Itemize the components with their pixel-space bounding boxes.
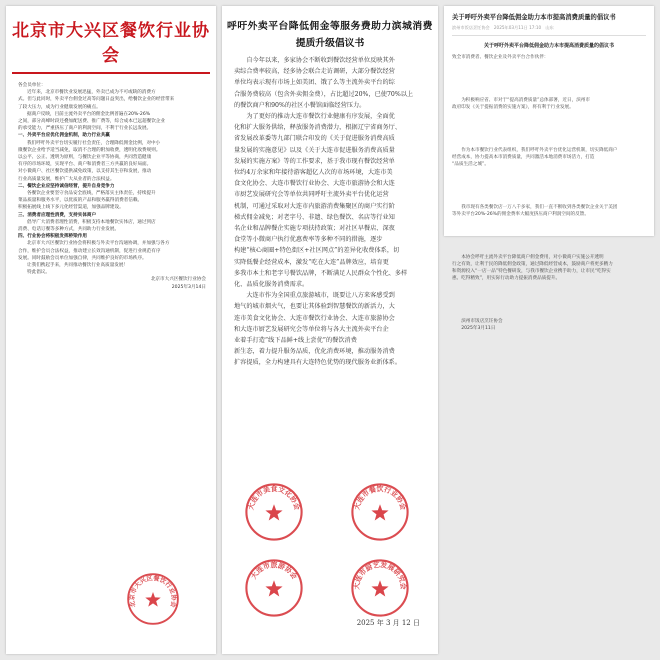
doc3-body xyxy=(444,54,654,332)
svg-text:大连市美食文化协会: 大连市美食文化协会 xyxy=(246,485,302,511)
doc1-section-heading: 四、行业协会将积极发挥桥梁作用 xyxy=(18,234,87,240)
doc1-text-line: 微餐饮企业给予适当减免，取消不合理的附加收费，透明化收费规则。 xyxy=(18,147,161,153)
doc1-text-line: 2025年3月14日 xyxy=(171,284,206,290)
doc1-section-heading: 二、餐饮企业应坚持诚信经营，提升自身竞争力 xyxy=(18,183,115,189)
doc3-article-meta: 滨州市饭店烹饪协会 2025年03月11日 17:10 山东 xyxy=(452,25,554,30)
doc3-text-line: 作为本市餐饮行业代表组织，我们呼吁外卖平台优化运营机制，切实降低商户 xyxy=(452,148,618,153)
doc1-text-line: 合作，维护会员合法权益，推动建立长效沟通机制，促进行业规范有序 xyxy=(18,248,161,254)
doc1-text-line: 了较大压力，成为行业健康发展的痛点。 xyxy=(18,104,101,110)
doc3-text-line xyxy=(452,298,646,302)
doc1-text-line: 特此倡议。 xyxy=(27,270,50,276)
doc2-subtitle: 提质升级倡议书 xyxy=(295,38,365,49)
svg-text:北京市大兴区餐饮行业协会: 北京市大兴区餐饮行业协会 xyxy=(128,575,178,609)
doc2-text-line: 扩容提质，全力构建具有大连特色优势的现代服务业新体系。 xyxy=(234,359,402,367)
doc1-red-divider xyxy=(12,72,210,74)
doc2-text-line: 卖综合费率较高，经多协会联合走访调研，大部分餐饮经营 xyxy=(234,68,395,76)
doc2-text-line: 名企业和品牌餐企实施专项扶持政策；对社区早餐店、深夜 xyxy=(234,225,395,233)
doc1-section-heading: 一、外卖平台应优化佣金机制，助力行业共赢 xyxy=(18,133,110,139)
binzhou-proposal-page xyxy=(444,6,654,331)
doc2-text-line: 业着手打造“线下品鲜+线上尝优”的餐饮消费 xyxy=(234,337,357,345)
seal-stamp xyxy=(350,558,410,618)
doc2-title: 呼吁外卖平台降低佣金等服务费助力滨城消费 xyxy=(227,21,433,32)
doc2-text-line: 机制，可通过采取对大连市内旅游消费集聚区的商户实行阶 xyxy=(234,202,395,210)
doc2-text-line: 梯式佣金减免；对老字号、非遗、绿色餐饮、名店等行业知 xyxy=(234,213,395,221)
doc3-text-line: 和资源投入“一店一品”特色餐研发，与我市餐饮企业携手助力，让市民“吃得实 xyxy=(452,269,611,274)
doc2-text-line: 构建“核心商圈+特色街区+社区网点”的差异化收费体系，切 xyxy=(234,247,400,255)
doc2-text-line: 省发展改革委等九部门联合印发的《关于促进服务消费高质 xyxy=(234,135,395,143)
doc1-text-line: 行业高质量发展，维护广大从业者的合法权益。 xyxy=(18,176,115,182)
doc2-text-line: 大连市作为全国重点旅游城市，既要让八方来客感受到 xyxy=(234,292,395,300)
doc2-body xyxy=(222,55,438,369)
doc2-text-line: 化、品质化服务消费需求。 xyxy=(234,281,309,289)
doc1-text-line: 以公平、公正、透明为原则，与餐饮企业平等协商，共同营造健康 xyxy=(18,155,152,161)
doc1-text-line: 式。但与此同时，外卖平台佣金过高等问题日益突出，给餐饮企业的经营带来 xyxy=(18,97,175,103)
doc1-text-line: 我们呼吁外卖平台切实履行社会责任，合理降低佣金比例，对中小 xyxy=(27,140,161,146)
doc1-text-line: 各餐饮企业要坚守食品安全底线，严格落实主体责任，持续提升 xyxy=(27,191,156,197)
doc2-text-line: 食堂等小微商户执行优惠费率等多种不同的措施，逐步 xyxy=(234,236,383,244)
svg-text:大连市厨艺发展研究会: 大连市厨艺发展研究会 xyxy=(352,561,408,590)
dalian-proposal-page xyxy=(222,6,438,654)
doc1-title: 北京市大兴区餐饮行业协会 xyxy=(12,21,210,66)
doc3-text-line xyxy=(452,234,646,238)
doc3-text-line: 为积极响应省、市对于“提高消费质量”总体部署，近日，滨州市 xyxy=(452,98,590,103)
svg-text:大连市旅游协会: 大连市旅游协会 xyxy=(249,561,299,581)
doc1-text-line: 积极拓展线上线下多元化经营渠道，加强品牌建设。 xyxy=(18,205,124,211)
doc1-text-line: 有序的市场环境，实现平台、商户和消费者三方共赢的良好局面。 xyxy=(18,162,152,168)
doc3-text-line: “品质生活之城”。 xyxy=(452,162,489,167)
beijing-daxing-proposal-page xyxy=(6,6,216,654)
doc3-text-line xyxy=(452,127,646,131)
doc3-text-line: 行之有效，让利于民的降低佣金政策，通过降低经营成本，鼓励商户将更多精力 xyxy=(452,262,613,267)
doc3-text-line: 2025年3月11日 xyxy=(452,326,496,331)
doc1-body xyxy=(6,80,216,291)
doc3-text-line: 政府印发《关于提振消费的实施方案》，将有利于行业发展。 xyxy=(452,105,574,110)
doc2-text-line: 多我市本土和老字号餐饮品牌，不断满足人民群众个性化、多样 xyxy=(234,269,408,277)
doc2-text-line: 单位均表示现有市场上如美团、饿了么等主流外卖平台的综 xyxy=(234,79,395,87)
doc3-subtitle: 关于呼吁外卖平台降低佣金助力本市提高消费质量的倡议书 xyxy=(483,43,614,49)
doc2-text-line: 实降低餐企经营成本，激发“吃在大连”品牌效应，培育更 xyxy=(234,258,389,266)
doc3-text-line xyxy=(452,184,646,188)
doc3-text-line xyxy=(452,77,646,81)
doc1-text-line: 菜品质量和服务水平，以优质的产品和服务赢得消费者信赖。 xyxy=(18,198,143,204)
doc2-text-line: 和大连市厨艺发展研究会等单位将与各大主流外卖平台企 xyxy=(234,325,389,333)
doc3-article-title: 关于呼吁外卖平台降低佣金助力本市提高消费质量的倡议书 xyxy=(452,14,616,21)
seal-stamp xyxy=(350,482,410,542)
doc3-text-line: 经营成本，协力提高本市消费质量，共同激活本地消费市场活力，打造 xyxy=(452,155,595,160)
doc1-text-line: 消费、电话订餐等多种方式，共同助力行业发展。 xyxy=(18,227,120,233)
doc2-text-line: 位约4万余家和年接待游客超亿人次的市场环境，大连市美 xyxy=(234,169,393,177)
doc2-text-line: 新生态，着力提升服务品质，优化消费环境，推动服务消费 xyxy=(234,348,395,356)
doc2-text-line: 连市美食文化协会、大连市餐饮行业协会、大连市旅游协会 xyxy=(234,314,395,322)
doc1-text-line: 近年来，北京市餐饮业发展迅猛，外卖已成为不可或缺的消费方 xyxy=(27,90,156,96)
doc2-text-line: 的餐饮商户和90%的社区小餐馆面临经营压力。 xyxy=(234,101,366,109)
doc1-text-line: 对小微商户、社区餐饮提供减免政策，以支持其生存和发展，推动 xyxy=(18,169,152,175)
doc1-text-line: 据商户反映，目前主流外卖平台的佣金比例普遍在20%-26% xyxy=(27,111,151,117)
doc1-text-line: 北京市大兴区餐饮行业协会 xyxy=(150,277,206,283)
doc3-text-line: 惠、吃得精致”，用实际行动助力提振消费品质提升。 xyxy=(452,276,561,281)
doc3-text-line: 等外卖平台20%-26%的佣金费率大幅度挤压商户利润空间的反馈。 xyxy=(452,212,589,217)
seal-stamp xyxy=(126,572,180,626)
doc1-text-line: 各会员单位： xyxy=(18,83,46,88)
doc1-section-heading: 三、消费者应理性消费，支持实体商户 xyxy=(18,212,97,218)
doc2-text-line: 食文化协会、大连市餐饮行业协会、大连市旅游协会和大连 xyxy=(234,180,395,188)
doc2-text-line: 市厨艺发展研究会等单位共同呼吁主流外卖平台优化运营 xyxy=(234,191,389,199)
doc1-text-line: 的承受能力，严重挤压了商户的利润空间，不利于行业长远发展。 xyxy=(18,126,152,132)
doc1-text-line: 北京市大兴区餐饮行业协会将积极与外卖平台沟通协调，并加强与各方 xyxy=(27,241,170,247)
seal-stamp xyxy=(244,482,304,542)
doc2-text-line: 发展的实施方案》等的工作要求，基于我市现有餐饮经营单 xyxy=(234,157,395,165)
doc2-text-line: 合服务费较高（包含外卖佣金费），占比超过20%，已使70%以上 xyxy=(234,90,414,98)
doc3-divider xyxy=(452,35,646,36)
doc3-text-line: 致全市消费者、餐饮企业及外卖平台合作伙伴： xyxy=(452,55,549,60)
doc2-date: 2025 年 3 月 12 日 xyxy=(356,619,420,627)
doc2-text-line: 量发展的实施意见》以及《关于大连市促进服务消费高质量 xyxy=(234,146,395,154)
doc3-text-line: 我市现有各类餐饮店一万八千多家，我们一直不断收到各类餐饮企业关于美团 xyxy=(452,205,618,210)
doc3-text-line: 本协会呼吁主流外卖平台降低商户佣金费用，对小微商户实施公开透明 xyxy=(452,255,604,260)
doc2-text-line: 自今年以来，多家协会不断收到餐饮经营单位反映其外 xyxy=(234,57,395,64)
doc1-text-line: 倡导广大消费者理性消费，积极支持本地餐饮实体店，通过到店 xyxy=(27,219,156,225)
doc2-text-line: 化和扩大服务供给，释放服务消费潜力，根据辽宁省商务厅、 xyxy=(234,124,402,132)
svg-text:大连市餐饮行业协会: 大连市餐饮行业协会 xyxy=(352,485,408,511)
doc1-text-line: 之间，部分高峰时段还叠加配送费、推广费等，综合成本已远超餐饮企业 xyxy=(18,119,166,125)
doc2-text-line: 为了更好的推动大连市餐饮行业健康有序发展，全面优 xyxy=(234,113,395,121)
doc1-text-line: 让我们携起手来，共同推动餐饮行业高质量发展！ xyxy=(27,263,129,269)
seal-stamp xyxy=(244,558,304,618)
doc2-text-line: 地气的城市烟火气，也要让其体验到智慧餐饮的新活力，大 xyxy=(234,303,395,311)
doc3-text-line: 滨州市饭店烹饪协会 xyxy=(452,319,503,324)
doc1-text-line: 发展。同时鼓励会员单位加强自律，共同维护良好的市场秩序。 xyxy=(18,255,147,261)
